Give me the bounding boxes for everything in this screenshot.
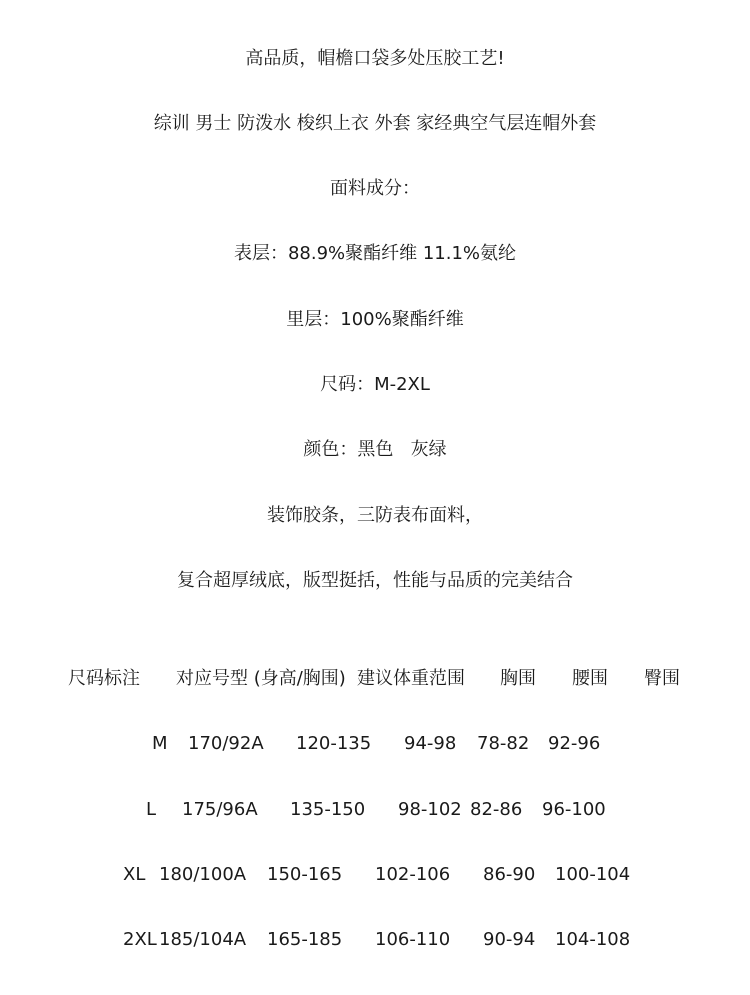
cell-size: M bbox=[152, 733, 168, 754]
cell-size: L bbox=[146, 799, 157, 820]
description-line-features: 装饰胶条，三防表布面料， bbox=[267, 505, 483, 526]
cell-weight-range: 120-135 bbox=[296, 733, 372, 754]
cell-size: XL bbox=[123, 864, 146, 885]
cell-chest: 98-102 bbox=[398, 799, 462, 820]
description-line-outer-layer: 表层：88.9%聚酯纤维 11.1%氨纶 bbox=[233, 243, 517, 264]
cell-chest: 102-106 bbox=[375, 864, 451, 885]
cell-weight-range: 135-150 bbox=[290, 799, 366, 820]
cell-height-chest-code: 180/100A bbox=[159, 864, 247, 885]
cell-hip: 100-104 bbox=[555, 864, 631, 885]
cell-weight-range: 150-165 bbox=[267, 864, 343, 885]
description-line-title: 综训 男士 防泼水 梭织上衣 外套 家经典空气层连帽外套 bbox=[153, 113, 597, 134]
header-size-label: 尺码标注 bbox=[68, 668, 140, 689]
description-line-inner-layer: 里层：100%聚酯纤维 bbox=[286, 309, 464, 330]
cell-weight-range: 165-185 bbox=[267, 929, 343, 950]
header-height-chest-code: 对应号型 (身高/胸围) bbox=[176, 668, 346, 689]
description-line-quality: 高品质，帽檐口袋多处压胶工艺! bbox=[245, 48, 505, 69]
description-line-summary: 复合超厚绒底，版型挺括，性能与品质的完美结合 bbox=[177, 570, 573, 591]
cell-waist: 78-82 bbox=[477, 733, 530, 754]
cell-chest: 94-98 bbox=[404, 733, 457, 754]
cell-waist: 90-94 bbox=[483, 929, 536, 950]
cell-hip: 96-100 bbox=[542, 799, 606, 820]
header-weight-range: 建议体重范围 bbox=[357, 668, 465, 689]
cell-waist: 86-90 bbox=[483, 864, 536, 885]
description-line-colors: 颜色：黑色 灰绿 bbox=[303, 439, 447, 460]
cell-waist: 82-86 bbox=[470, 799, 523, 820]
header-waist: 腰围 bbox=[572, 668, 608, 689]
header-hip: 臀围 bbox=[644, 668, 680, 689]
description-line-fabric-heading: 面料成分： bbox=[330, 178, 420, 199]
cell-chest: 106-110 bbox=[375, 929, 451, 950]
cell-hip: 104-108 bbox=[555, 929, 631, 950]
cell-height-chest-code: 175/96A bbox=[182, 799, 258, 820]
description-line-size-range: 尺码：M-2XL bbox=[320, 374, 430, 395]
cell-height-chest-code: 185/104A bbox=[159, 929, 247, 950]
cell-size: 2XL bbox=[123, 929, 157, 950]
cell-height-chest-code: 170/92A bbox=[188, 733, 264, 754]
cell-hip: 92-96 bbox=[548, 733, 601, 754]
header-chest: 胸围 bbox=[500, 668, 536, 689]
